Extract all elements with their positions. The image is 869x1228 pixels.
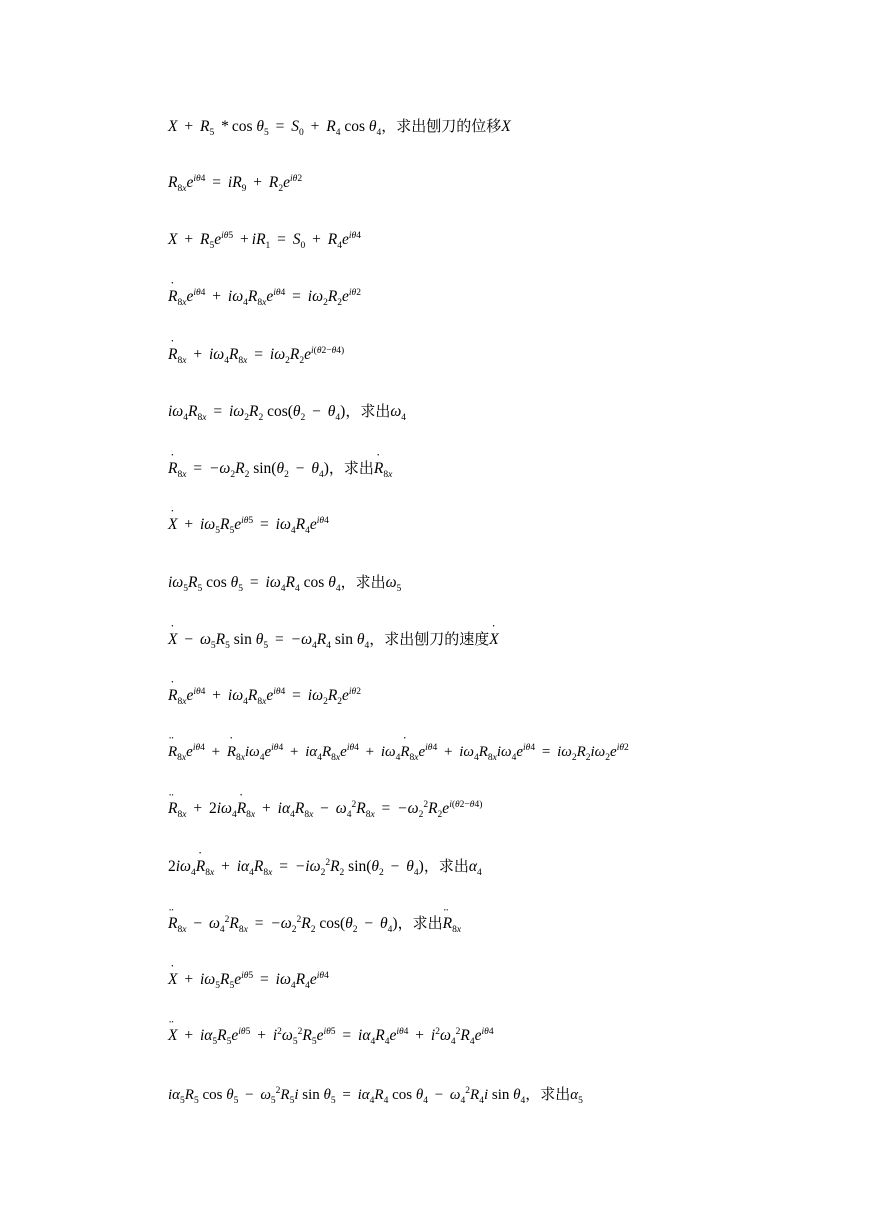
equation-4: R $˙_{8x}e^{i\theta 4} + i\omega_4R_{8x}e^{i\theta 4} = i\omega_2R_2e^{i\theta 2}$ [168,287,361,307]
equation-6: $i\omega_4R_{8x} = i\omega_2R_2$ $\cos(\theta_2 - \theta_4)$，求出$\omega_4$ [168,402,407,423]
annotation-comma: ， [328,459,344,477]
annotation-solve: 求出 [355,573,386,591]
annotation-comma: ， [345,402,361,420]
annotation-comma: ， [369,630,385,648]
equation-13: R $¨_{8x} + 2i\omega_4R$ $˙_{8x} + i\alpha_4R_{8x} - \omega_4^2R_{8x} = -\omega_2^2R_2e^{i(\theta 2-\theta 4)}$ [168,799,482,819]
equation-14: $2i\omega_4R$ $˙_{8x} + i\alpha_4R_{8x} = -i\omega_2^2R_2$ $\sin(\theta_2 - \theta_4)$，求出$\alpha_4$ [168,856,482,877]
annotation-comma: ， [340,573,356,591]
annotation-comma: ， [525,1085,541,1103]
equation-11: R $˙_{8x}e^{i\theta 4} + i\omega_4R_{8x}e^{i\theta 4} = i\omega_2R_2e^{i\theta 2}$ [168,686,361,706]
equation-7: R $˙_{8x} = -\omega_2R_2$ $\sin(\theta_2 - \theta_4)$，求出R $˙_{8x}$ [168,458,392,479]
annotation-solve: 求出 [360,402,391,420]
equation-9: $i\omega_5R_5$ $\cos \theta_5 = i\omega_4R_4$ $\cos \theta_4$，求出$\omega_5$ [168,573,402,594]
annotation-solve: 求出 [540,1085,571,1103]
equation-8: X ˙ + $i\omega_5R_5e^{i\theta 5} = i\omega_4R_4e^{i\theta 4}$ [168,515,329,535]
equation-1: $X + R_5 * \cos \theta_5 = S_0 + R_4$ $\cos \theta_4$，求出刨刀的位移X [168,117,511,138]
annotation-solve-displacement: 求出刨刀的位移 [396,117,502,135]
annotation-comma: ， [397,914,413,932]
annotation-comma: ， [423,857,439,875]
equation-18: $i\alpha_5R_5$ $\cos \theta_5 - \omega_5^2R_5i$ $\sin \theta_5 = i\alpha_4R_4$ $\cos \theta_4 - \omega_4^2R_4i$ $\sin \theta_4$，求出$\alpha_5$ [168,1085,583,1106]
annotation-solve: 求出 [412,914,443,932]
equation-17: X ¨ + $i\alpha_5R_5e^{i\theta 5} + i^2\omega_5^2R_5e^{i\theta 5} = i\alpha_4R_4e^{i\theta 4} + i^2\omega_4^2R_4e^{i\theta 4}$ [168,1026,494,1046]
equation-2: $R_{8x}e^{i\theta 4} = iR_9 + R_2e^{i\theta 2}$ [168,174,303,194]
equation-10: X ˙ − $\omega_5R_5$ $\sin \theta_5 = -\omega_4R_4$ $\sin \theta_4$，求出刨刀的速度X ˙ [168,629,499,650]
equation-12: R $¨_{8x}e^{i\theta 4} + R$ $˙_{8x}i\omega_4e^{i\theta 4} + i\alpha_4R_{8x}e^{i\theta 4} + i\omega_4R$ $˙_{8x}e^{i\theta 4} + i\omega_4R_{8x}i\omega_4e^{i\theta 4} = i\omega_2R_2i\omega_2e^{i\theta 2}$ [168,742,629,762]
annotation-solve-velocity: 求出刨刀的速度 [384,630,490,648]
equation-3: $X + R_5e^{i\theta 5} + iR_1 = S_0 + R_4e^{i\theta 4}$ [168,231,361,251]
annotation-solve: 求出 [343,459,374,477]
annotation-solve: 求出 [438,857,469,875]
annotation-comma: ， [381,117,397,135]
equation-5: R $˙_{8x} + i\omega_4R_{8x} = i\omega_2R_2e^{i(\theta 2-\theta 4)}$ [168,345,344,365]
equation-15: R $¨_{8x} - \omega_4^2R_{8x} = -\omega_2^2R_2$ $\cos(\theta_2 - \theta_4)$，求出R $¨_{8x}$ [168,913,461,934]
equation-16: X ˙ + $i\omega_5R_5e^{i\theta 5} = i\omega_4R_4e^{i\theta 4}$ [168,970,329,990]
